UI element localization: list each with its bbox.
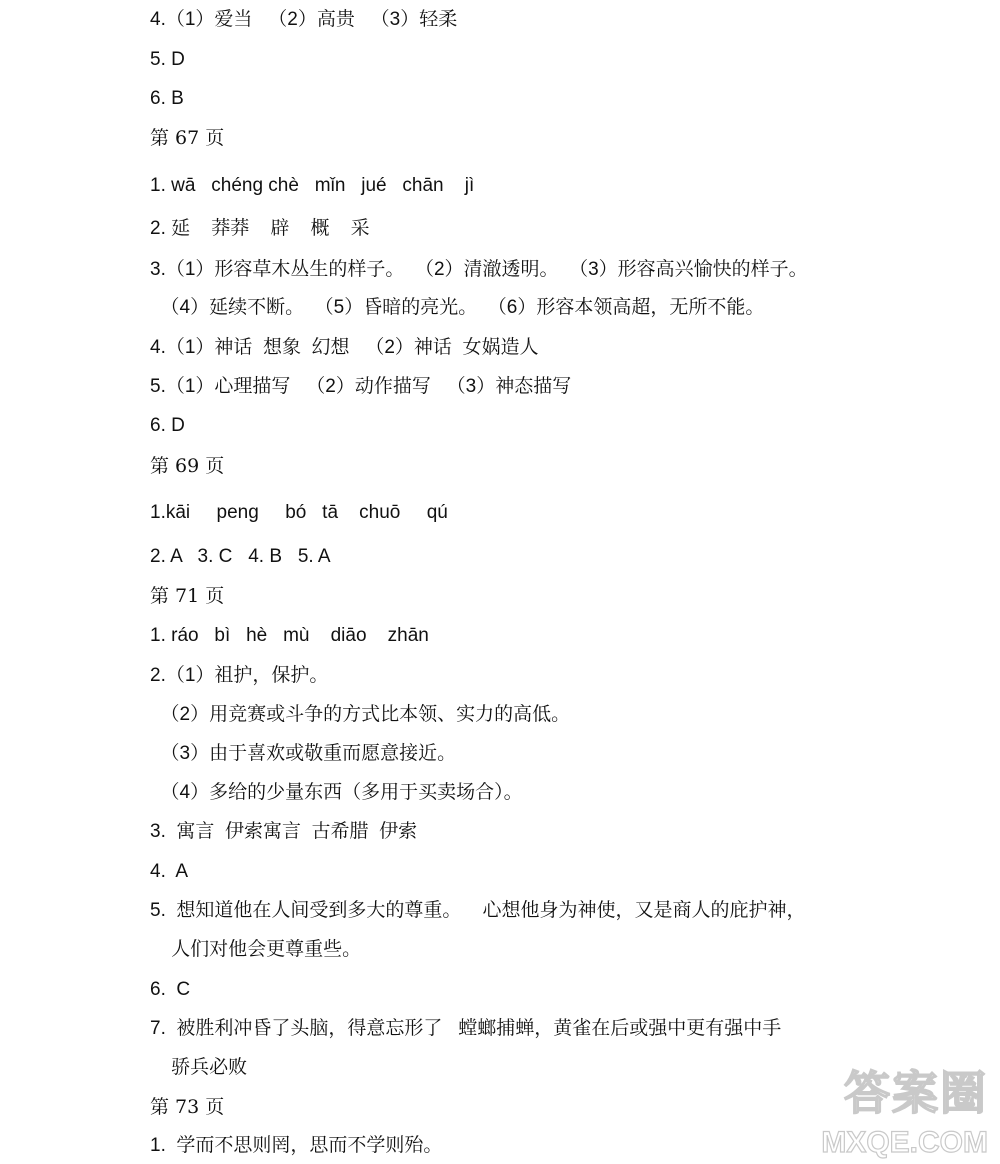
answer-line: （3）由于喜欢或敬重而愿意接近。 [150, 743, 457, 764]
answer-line: 7. 被胜利冲昏了头脑，得意忘形了 螳螂捕蝉，黄雀在后或强中更有强中手 [150, 1018, 782, 1039]
answer-line: （4）延续不断。 （5）昏暗的亮光。 （6）形容本领高超，无所不能。 [150, 297, 765, 318]
answer-line: 2.（1）祖护，保护。 [150, 665, 329, 686]
page-heading: 第 69 页 [150, 455, 225, 477]
answer-line: 4.（1）爱当 （2）高贵 （3）轻柔 [150, 9, 458, 30]
answer-line: 人们对他会更尊重些。 [150, 939, 362, 960]
watermark-logo: 答案圈 [844, 1066, 988, 1120]
answer-line: 骄兵必败 [150, 1057, 248, 1078]
answer-line: （4）多给的少量东西（多用于买卖场合）。 [150, 782, 523, 803]
answer-line: （2）用竞赛或斗争的方式比本领、实力的高低。 [150, 704, 571, 725]
answer-line: 4. A [150, 861, 189, 882]
answer-line: 1. ráo bì hè mù diāo zhān [150, 625, 429, 646]
answer-line: 1. 学而不思则罔，思而不学则殆。 [150, 1135, 443, 1156]
answer-line: 1. wā chéng chè mǐn jué chān jì [150, 175, 475, 196]
answer-line: 5. D [150, 49, 185, 70]
answer-line: 6. C [150, 979, 191, 1000]
answer-line: 6. B [150, 88, 184, 109]
answer-line: 5.（1）心理描写 （2）动作描写 （3）神态描写 [150, 376, 572, 397]
watermark [798, 1065, 988, 1160]
answer-line: 1.kāi peng bó tā chuō qú [150, 502, 448, 523]
page-heading: 第 71 页 [150, 585, 225, 607]
answer-line: 6. D [150, 415, 185, 436]
page-heading: 第 73 页 [150, 1096, 225, 1118]
page-heading: 第 67 页 [150, 127, 225, 149]
answer-line: 5. 想知道他在人间受到多大的尊重。 心想他身为神使，又是商人的庇护神， [150, 900, 806, 921]
answer-line: 3. 寓言 伊索寓言 古希腊 伊索 [150, 821, 418, 842]
answer-line: 4.（1）神话 想象 幻想 （2）神话 女娲造人 [150, 337, 539, 358]
watermark-site: MXQE.COM [821, 1126, 988, 1159]
answer-line: 2. 延 莽莽 辟 概 采 [150, 218, 370, 239]
answer-line: 2. A 3. C 4. B 5. A [150, 546, 331, 567]
answer-line: 3.（1）形容草木丛生的样子。 （2）清澈透明。 （3）形容高兴愉快的样子。 [150, 259, 808, 280]
